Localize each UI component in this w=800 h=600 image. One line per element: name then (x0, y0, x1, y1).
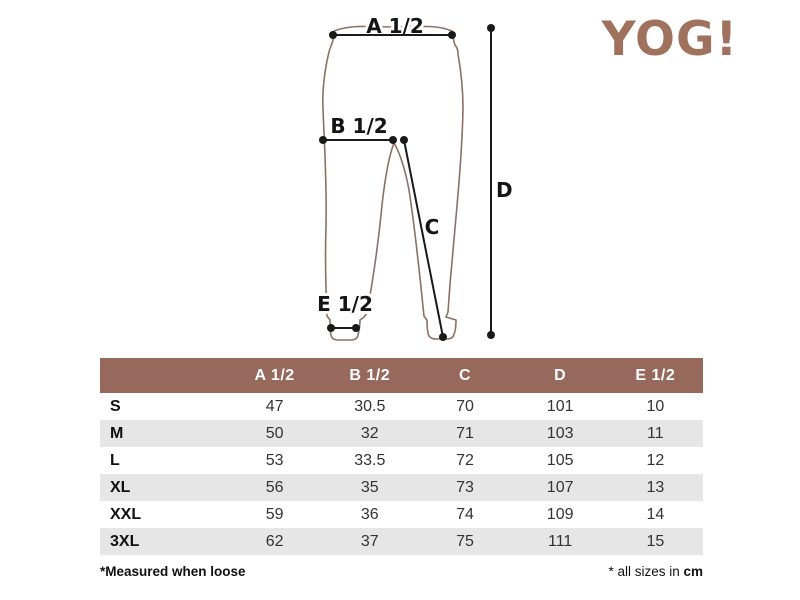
label-d: D (496, 178, 513, 202)
dot (439, 333, 447, 341)
dot (487, 24, 495, 32)
cell: 105 (546, 451, 574, 469)
cell: 15 (646, 532, 665, 550)
cell: 37 (360, 532, 379, 550)
cell: 14 (646, 505, 665, 523)
dot (487, 331, 495, 339)
cell: 50 (265, 424, 284, 442)
size-label: XXL (110, 505, 142, 523)
dot (400, 136, 408, 144)
label-c: C (424, 215, 440, 239)
label-b-half: B 1/2 (330, 114, 388, 138)
cell: 103 (546, 424, 574, 442)
pants-diagram-svg (0, 0, 560, 352)
cell: 13 (646, 478, 665, 496)
cell: 53 (265, 451, 284, 469)
cell: 36 (360, 505, 379, 523)
cell: 74 (456, 505, 474, 523)
cell: 70 (456, 397, 474, 415)
dot (327, 324, 335, 332)
footnote-right-unit: cm (683, 564, 703, 579)
size-label: XL (110, 478, 131, 496)
pants-measurement-diagram (0, 0, 560, 352)
cell: 35 (360, 478, 379, 496)
size-label: L (110, 451, 120, 469)
size-label: S (110, 397, 121, 415)
table-row-xxl (100, 501, 703, 528)
cell: 10 (646, 397, 665, 415)
table-row-xl (100, 474, 703, 501)
cell: 75 (456, 532, 474, 550)
header-cell: B 1/2 (349, 366, 391, 384)
header-cell: C (458, 366, 471, 384)
dot (319, 136, 327, 144)
table-row-m (100, 420, 703, 447)
header-cell: E 1/2 (635, 366, 676, 384)
cell: 33.5 (354, 451, 386, 469)
cell: 12 (646, 451, 665, 469)
dot (389, 136, 397, 144)
cell: 109 (546, 505, 574, 523)
size-table (100, 358, 703, 555)
table-row-s (100, 393, 703, 420)
dot (448, 31, 456, 39)
cell: 47 (265, 397, 284, 415)
cell: 73 (456, 478, 474, 496)
cell: 11 (647, 424, 664, 442)
footnote-measured-when-loose: *Measured when loose (100, 564, 246, 579)
header-cell: A 1/2 (254, 366, 295, 384)
cell: 101 (546, 397, 574, 415)
dot (329, 31, 337, 39)
footnotes (100, 564, 703, 579)
header-cell: D (554, 366, 567, 384)
dot (352, 324, 360, 332)
footnote-all-sizes-cm (608, 564, 703, 579)
label-e-half: E 1/2 (317, 292, 373, 316)
cell: 72 (456, 451, 474, 469)
table-header-row (100, 358, 703, 393)
table-row-l (100, 447, 703, 474)
brand-logo: YOG! (601, 12, 738, 67)
cell: 59 (265, 505, 284, 523)
size-label: 3XL (110, 532, 140, 550)
footnote-right-prefix: * all sizes in (608, 564, 684, 579)
cell: 71 (456, 424, 474, 442)
cell: 107 (546, 478, 574, 496)
size-label: M (110, 424, 124, 442)
cell: 30.5 (354, 397, 386, 415)
cell: 56 (265, 478, 284, 496)
cell: 32 (360, 424, 379, 442)
table-row-3xl (100, 528, 703, 555)
cell: 62 (265, 532, 284, 550)
label-a-half: A 1/2 (366, 14, 424, 38)
cell: 111 (547, 532, 573, 550)
